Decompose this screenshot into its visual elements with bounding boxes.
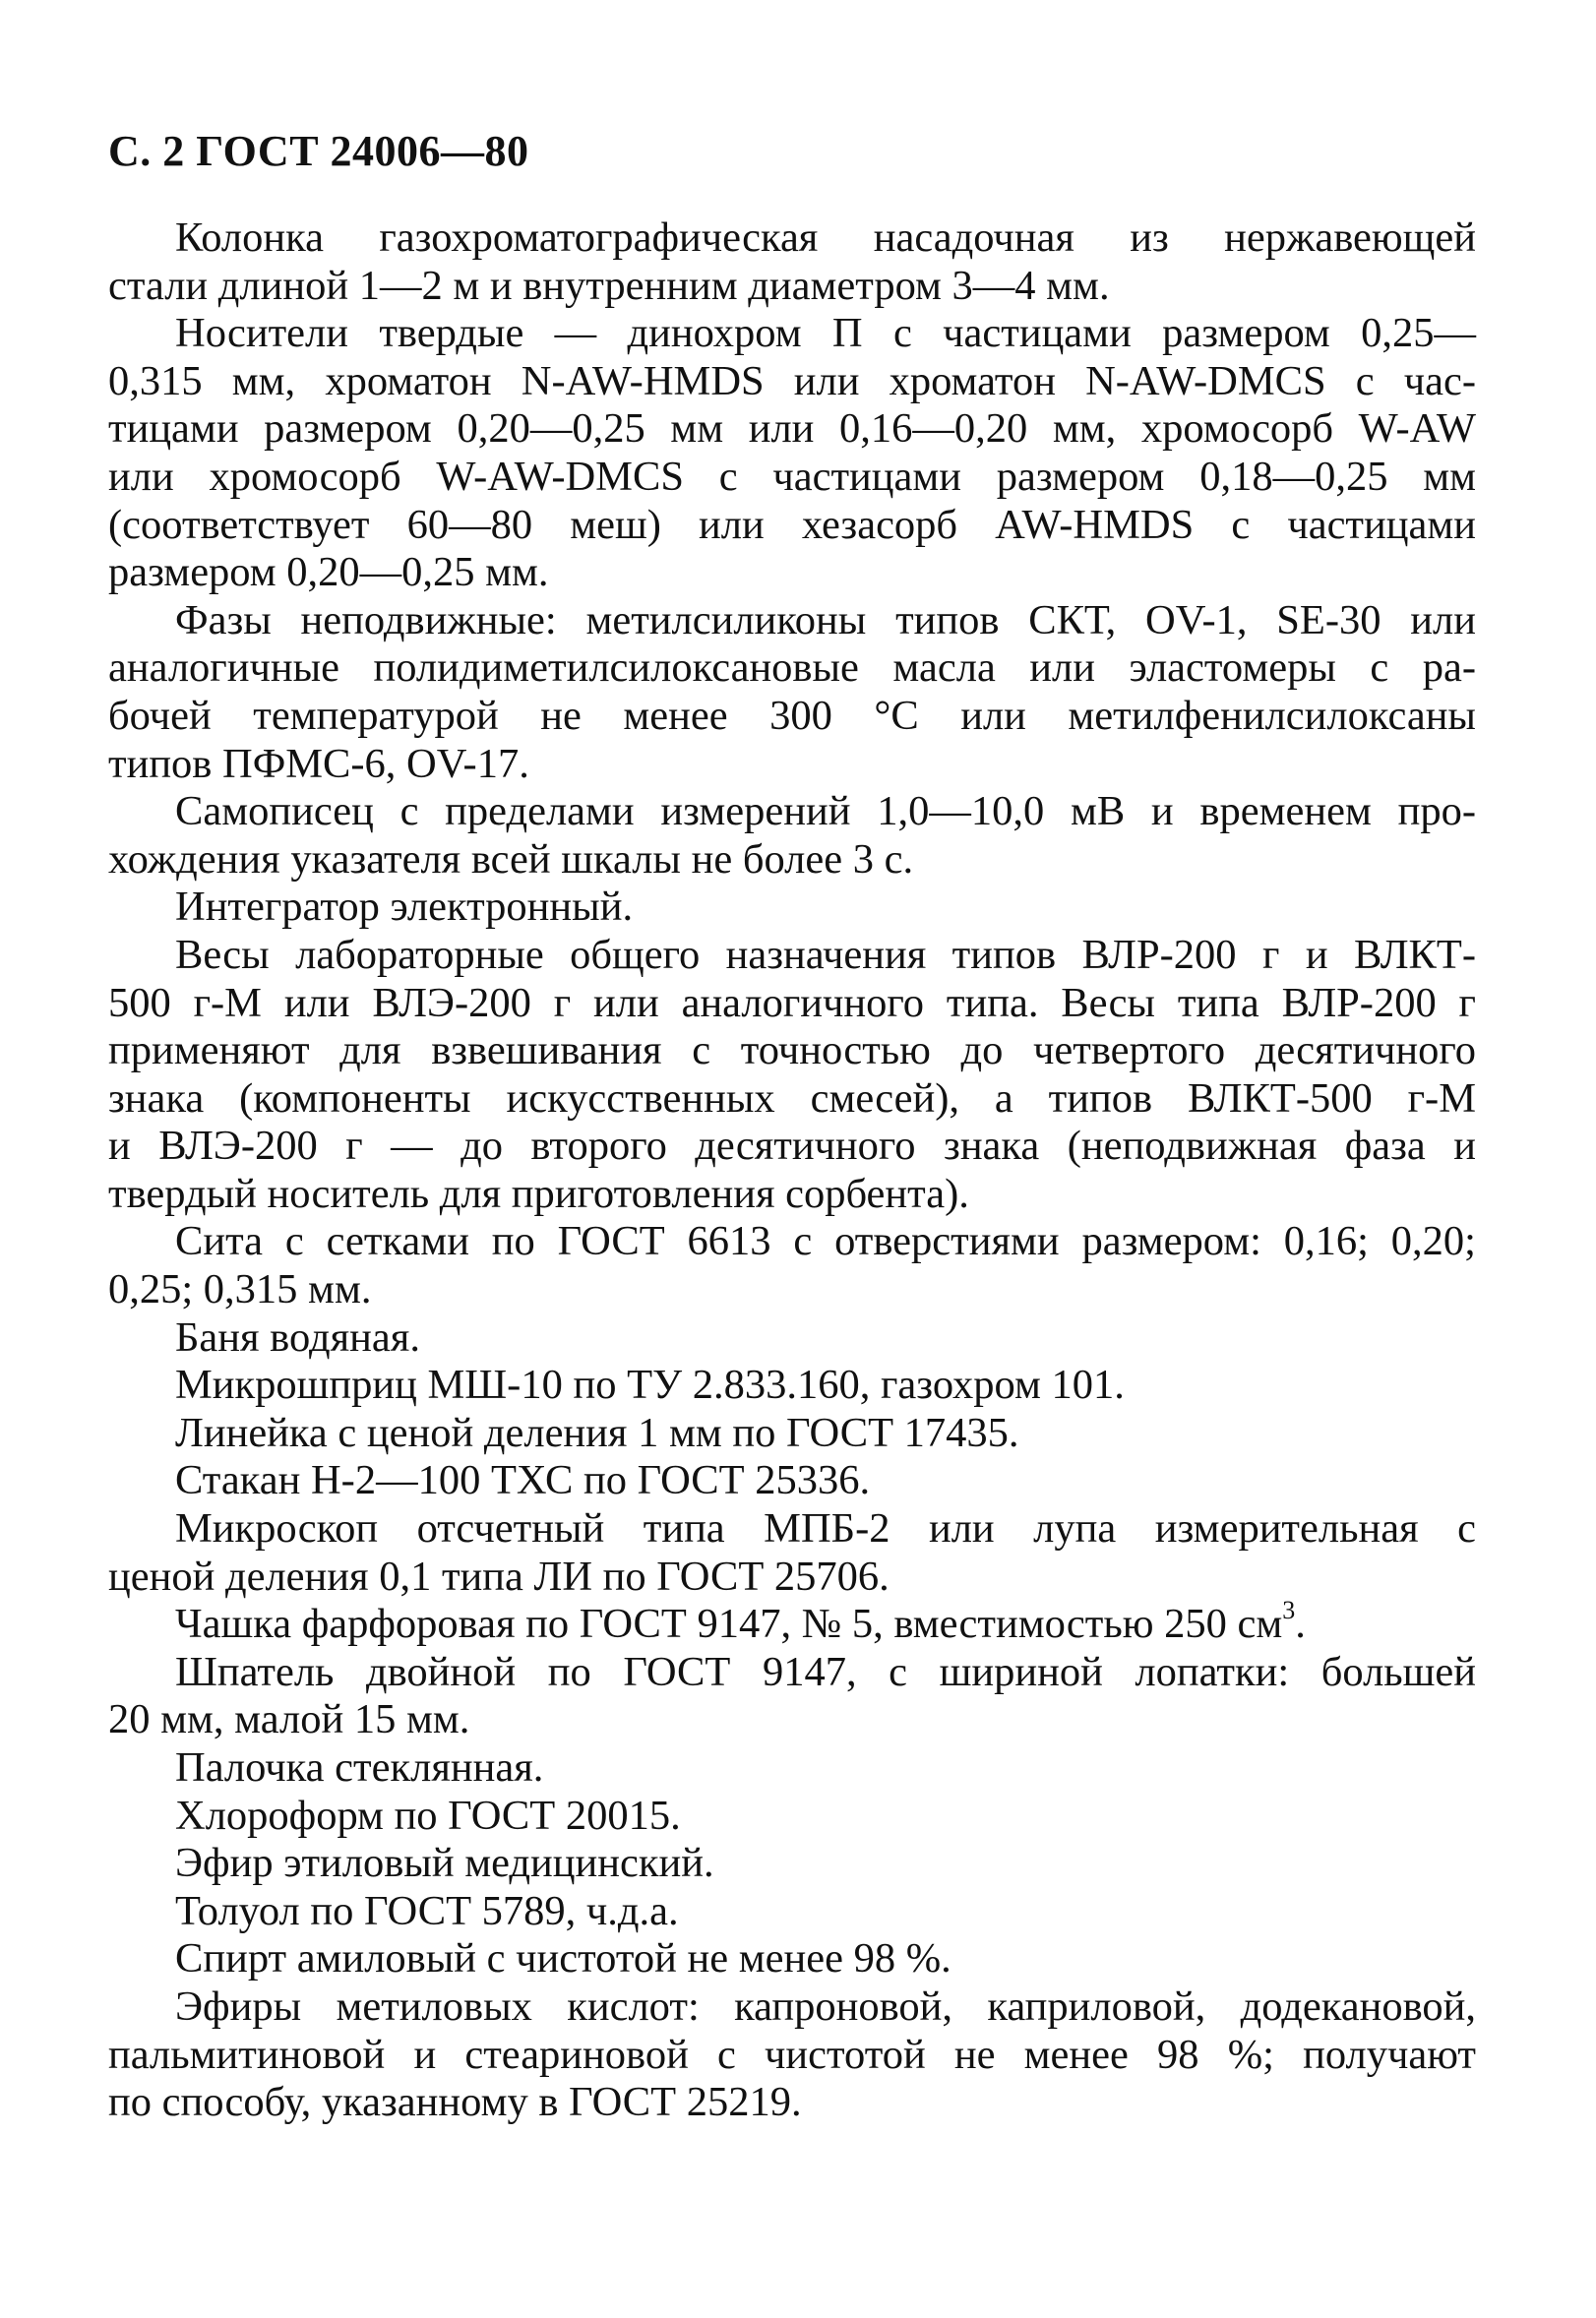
text-line: пальмитиновой и стеариновой с чистотой не менее 98 %; получают [108,2031,1476,2078]
page-header: С. 2 ГОСТ 24006—80 [108,127,529,175]
paragraph-column [108,214,1476,310]
text-line: Носители твердые — динохром П с частицами размером 0,25— [175,310,1476,357]
paragraph-ruler [108,1410,1476,1458]
text-line: тицами размером 0,20—0,25 мм или 0,16—0,20 мм, хромосорб W-AW [108,405,1476,453]
paragraph-amyl-alcohol [108,1935,1476,1983]
paragraph-scales [108,932,1476,1219]
paragraph-integrator [108,884,1476,932]
text-line: размером 0,20—0,25 мм. [108,549,549,596]
document-body [108,214,1476,2127]
text-line: по способу, указанному в ГОСТ 25219. [108,2079,802,2126]
text-line: Линейка с ценой деления 1 мм по ГОСТ 17435. [175,1409,1019,1456]
text-line: Сита с сетками по ГОСТ 6613 с отверстиями размером: 0,16; 0,20; [175,1218,1476,1265]
paragraph-recorder [108,788,1476,884]
paragraph-ether [108,1840,1476,1888]
text-run: . [1295,1601,1306,1648]
text-line: Самописец с пределами измерений 1,0—10,0 мВ и временем про- [175,788,1476,835]
text-line: и ВЛЭ-200 г — до второго десятичного знака (неподвижная фаза и [108,1123,1476,1170]
text-line: Фазы неподвижные: метилсиликоны типов СКТ, OV-1, SE-30 или [175,596,1476,643]
text-line: аналогичные полидиметилсилоксановые масла или эластомеры с ра- [108,644,1476,692]
paragraph-toluene [108,1888,1476,1936]
text-line: применяют для взвешивания с точностью до четвертого десятичного [108,1027,1476,1074]
text-line: Шпатель двойной по ГОСТ 9147, с шириной лопатки: большей [175,1648,1476,1695]
paragraph-microsyringe [108,1362,1476,1410]
text-line: Эфиры метиловых кислот: капроновой, каприловой, додекановой, [175,1982,1476,2030]
text-line: твердый носитель для приготовления сорбента). [108,1170,969,1217]
text-line: бочей температурой не менее 300 °С или метилфенилсилоксаны [108,692,1476,739]
text-line: Палочка стеклянная. [175,1744,544,1791]
text-line: Толуол по ГОСТ 5789, ч.д.а. [175,1887,679,1934]
text-line: ценой деления 0,1 типа ЛИ по ГОСТ 25706. [108,1553,890,1600]
text-line: стали длиной 1—2 м и внутренним диаметром 3—4 мм. [108,262,1110,309]
text-line: Хлороформ по ГОСТ 20015. [175,1792,681,1839]
paragraph-water-bath [108,1314,1476,1363]
text-line: или хромосорб W-AW-DMCS с частицами размером 0,18—0,25 мм [108,453,1476,500]
text-line: Микроскоп отсчетный типа МПБ-2 или лупа измерительная с [175,1505,1476,1553]
superscript: 3 [1282,1596,1296,1625]
text-line: типов ПФМС-6, OV-17. [108,740,529,787]
paragraph-glass-rod [108,1744,1476,1793]
paragraph-carriers [108,310,1476,597]
paragraph-spatula [108,1649,1476,1744]
text-line: Баня водяная. [175,1313,420,1361]
text-line: Колонка газохроматографическая насадочная из нержавеющей [175,214,1476,261]
text-line: Эфир этиловый медицинский. [175,1840,714,1887]
paragraph-sieves [108,1218,1476,1313]
paragraph-beaker [108,1457,1476,1505]
text-line: (соответствует 60—80 меш) или хезасорб AW-HMDS с частицами [108,501,1476,548]
text-line: Стакан Н-2—100 ТХС по ГОСТ 25336. [175,1457,871,1504]
text-line: Весы лабораторные общего назначения типов ВЛР-200 г и ВЛКТ- [175,931,1476,978]
paragraph-chloroform [108,1793,1476,1841]
text-line: 20 мм, малой 15 мм. [108,1696,470,1743]
text-line: 0,25; 0,315 мм. [108,1266,372,1313]
text-line: Спирт амиловый с чистотой не менее 98 %. [175,1935,951,1982]
text-line [108,1596,1476,1649]
text-line: Микрошприц МШ-10 по ТУ 2.833.160, газохром 101. [175,1362,1125,1409]
text-line: знака (компоненты искусственных смесей), а типов ВЛКТ-500 г-М [108,1074,1476,1122]
text-line: 500 г-М или ВЛЭ-200 г или аналогичного типа. Весы типа ВЛР-200 г [108,979,1476,1026]
text-line: 0,315 мм, хроматон N-AW-HMDS или хроматон N-AW-DMCS с час- [108,357,1476,404]
paragraph-methyl-esters [108,1983,1476,2127]
paragraph-phases [108,597,1476,788]
text-line: хождения указателя всей шкалы не более 3 с. [108,835,914,883]
text-line: Интегратор электронный. [175,884,634,931]
paragraph-microscope [108,1505,1476,1601]
paragraph-dish [108,1596,1476,1649]
text-run: Чашка фарфоровая по ГОСТ 9147, № 5, вместимостью 250 см [175,1601,1283,1648]
